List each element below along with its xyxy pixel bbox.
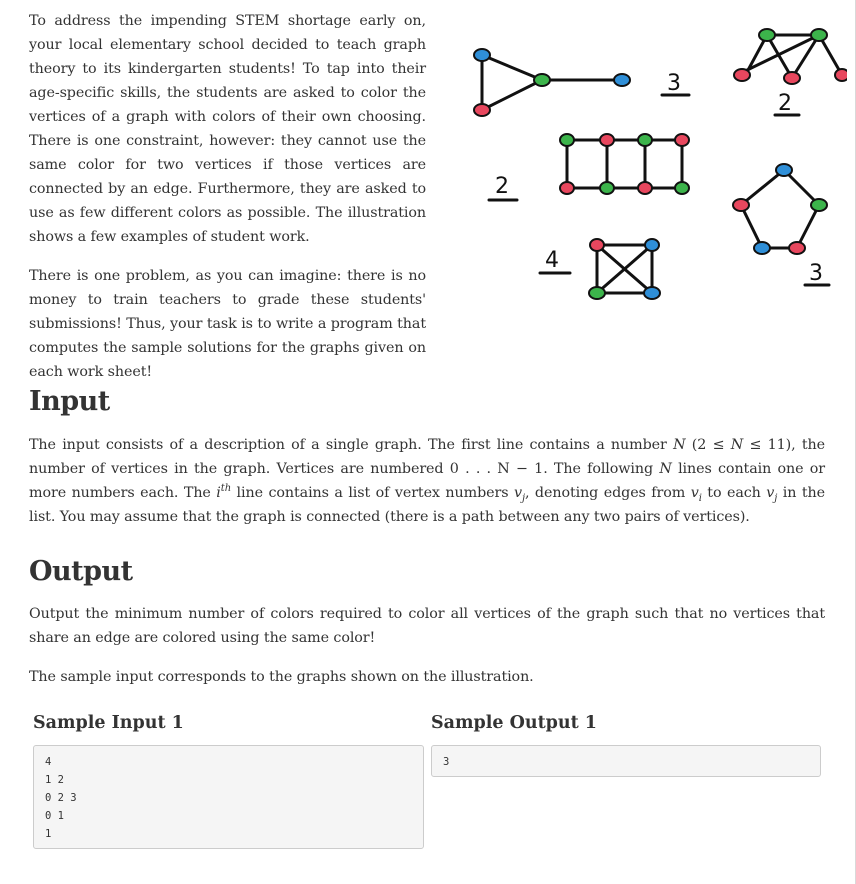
input-description: The input consists of a description of a single graph. The first line contains a number N (2 ≤ N ≤ 11), the number of vertices in the graph. Vertices are numbered 0 . . . N − 1. The following N lines contain one or more numbers each. The $i^{th}$ line contains a list of vertex numbers $v_j$, denoting edges from $v_i$ to each $v_j$ in the list. You may assume that the graph is connected (there is a path between any two pairs of vertices).	[29, 437, 826, 525]
vertex	[600, 182, 614, 194]
vertex	[759, 29, 775, 41]
vertex	[560, 182, 574, 194]
vertex	[675, 134, 689, 146]
sample-input-box[interactable]: 4 1 2 0 2 3 0 1 1	[33, 745, 424, 849]
vertex	[784, 72, 800, 84]
graph-label: 2	[495, 174, 509, 199]
output-note: The sample input corresponds to the graphs shown on the illustration.	[29, 669, 534, 685]
vertex	[776, 164, 792, 176]
edge	[767, 35, 792, 78]
graph-label: 3	[667, 71, 681, 96]
input-heading: Input	[29, 386, 110, 417]
vertex	[733, 199, 749, 211]
vertex	[675, 182, 689, 194]
vertex	[835, 69, 847, 81]
vertex	[734, 69, 750, 81]
vertex	[600, 134, 614, 146]
output-description: Output the minimum number of colors required to color all vertices of the graph such that no vertices that share an edge are colored using the same color!	[29, 606, 825, 646]
vertex	[560, 134, 574, 146]
vertex	[789, 242, 805, 254]
graph-label: 2	[778, 91, 792, 116]
graph-label: 3	[809, 261, 823, 286]
vertex	[811, 199, 827, 211]
graph-label: 4	[545, 248, 559, 273]
sample-input-title: Sample Input 1	[33, 713, 184, 733]
intro-paragraph-2-text: There is one problem, as you can imagine: there is no money to train teachers to grade these students' submissions! Thus, your task is to write a program that computes the sample solutions for the graphs given on each work sheet!	[29, 268, 426, 380]
vertex	[811, 29, 827, 41]
output-heading: Output	[29, 556, 133, 587]
intro-paragraph-2	[29, 264, 825, 384]
vertex	[645, 239, 659, 251]
sample-output-box[interactable]: 3	[431, 745, 821, 777]
vertex	[474, 49, 490, 61]
vertex	[754, 242, 770, 254]
vertex	[638, 134, 652, 146]
edge	[482, 55, 542, 80]
vertex	[474, 104, 490, 116]
vertex	[590, 239, 604, 251]
vertex	[534, 74, 550, 86]
intro-paragraph-1: To address the impending STEM shortage early on, your local elementary school decided to teach graph theory to its kindergarten students! To tap into their age-specific skills, the students are asked to color the vertices of a graph with colors of their own choosing. There is one constraint, however: they cannot use the same color for two vertices if those vertices are connected by an edge. Furthermore, they are asked to use as few different colors as possible. The illustration shows a few examples of student work.	[29, 13, 426, 245]
sample-output-title: Sample Output 1	[431, 713, 597, 733]
vertex	[638, 182, 652, 194]
edge	[482, 80, 542, 110]
vertex	[614, 74, 630, 86]
edge	[741, 170, 819, 248]
